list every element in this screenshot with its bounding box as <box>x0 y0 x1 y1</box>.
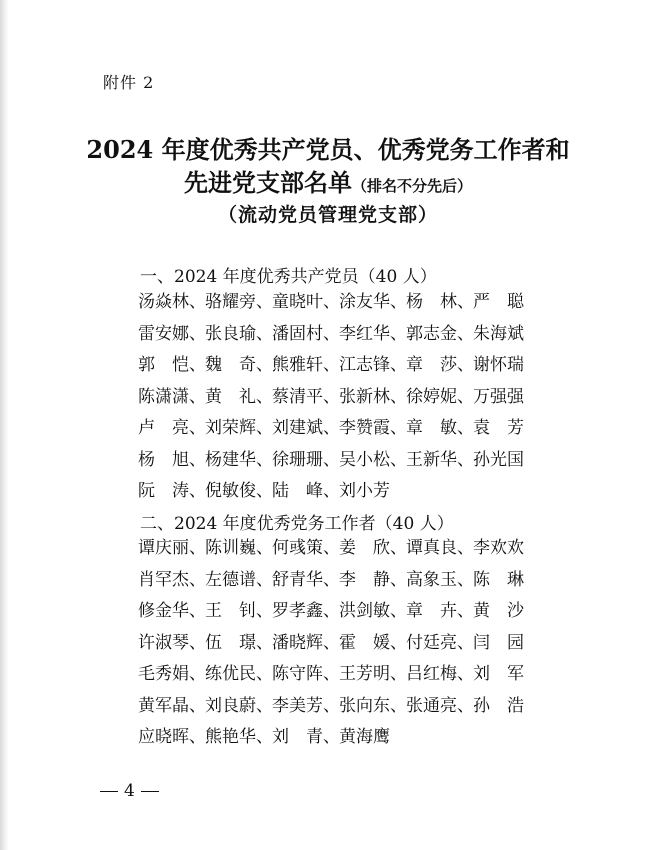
person-name: 江志锋、 <box>339 355 407 375</box>
person-name: 刘 军 <box>473 664 524 684</box>
name-row <box>138 291 540 323</box>
person-name: 毛秀娟、 <box>138 664 206 684</box>
person-name: 李美芳、 <box>272 695 340 716</box>
person-name: 王新华、 <box>406 449 474 470</box>
page-number <box>100 781 159 801</box>
person-name: 孙光国 <box>473 449 524 470</box>
name-row <box>138 695 540 727</box>
name-row <box>138 417 540 449</box>
person-name: 章 莎、 <box>406 355 474 375</box>
person-name: 朱海斌 <box>473 323 524 344</box>
person-name: 卢 亮、 <box>138 418 206 438</box>
attachment-label: 附件 2 <box>103 73 155 92</box>
person-name: 姜 欣、 <box>339 538 407 558</box>
person-name: 杨 旭、 <box>138 449 206 470</box>
person-name: 杨 林、 <box>406 292 474 312</box>
name-list-party-workers <box>138 537 540 758</box>
name-row <box>138 323 540 355</box>
name-row <box>138 449 540 481</box>
person-name: 闫 园 <box>473 632 524 653</box>
person-name: 张良瑜、 <box>205 323 273 344</box>
document-title-line-2 <box>0 163 656 198</box>
person-name: 章 敏、 <box>406 418 474 438</box>
name-list-party-members <box>138 291 540 512</box>
person-name: 许淑琴、 <box>138 632 206 653</box>
person-name: 伍 璟、 <box>205 632 273 653</box>
name-row <box>138 386 540 418</box>
person-name: 严 聪 <box>473 292 524 312</box>
person-name: 黄 沙 <box>473 601 524 621</box>
person-name: 左德谱、 <box>205 569 273 590</box>
person-name: 应晓晖、 <box>138 727 206 747</box>
person-name: 涂友华、 <box>339 292 407 312</box>
person-name: 谭庆丽、 <box>138 538 206 558</box>
name-row <box>138 537 540 569</box>
person-name: 李红华、 <box>339 323 407 344</box>
title-main: 先进党支部名单 <box>183 168 352 197</box>
person-name: 郭 恺、 <box>138 355 206 375</box>
section-heading-party-workers: 二、2024 年度优秀党务工作者（40 人） <box>140 514 454 534</box>
person-name: 刘 青、 <box>272 727 340 747</box>
person-name: 张通亮、 <box>406 695 474 716</box>
person-name: 雷安娜、 <box>138 323 206 344</box>
person-name: 洪剑敏、 <box>339 601 407 621</box>
name-row <box>138 726 540 758</box>
person-name: 肖罕杰、 <box>138 569 206 590</box>
document-title-line-1: 2024 年度优秀共产党员、优秀党务工作者和 <box>86 135 570 164</box>
person-name: 何彧策、 <box>272 538 340 558</box>
person-name: 熊艳华、 <box>205 727 273 747</box>
person-name: 徐珊珊、 <box>272 449 340 470</box>
person-name: 付廷亮、 <box>406 632 474 653</box>
person-name: 罗孝鑫、 <box>272 601 340 621</box>
person-name: 李 静、 <box>339 569 407 590</box>
person-name: 陈潇潇、 <box>138 386 206 407</box>
page-dash-left <box>100 791 118 792</box>
person-name: 黄海鹰 <box>339 727 390 747</box>
person-name: 练优民、 <box>205 664 273 684</box>
name-row <box>138 632 540 664</box>
page-number-value: 4 <box>124 781 135 801</box>
person-name: 谢怀瑞 <box>473 355 524 375</box>
person-name: 修金华、 <box>138 601 206 621</box>
document-subtitle: （流动党员管理党支部） <box>217 204 438 226</box>
person-name: 郭志金、 <box>406 323 474 344</box>
person-name: 潘固村、 <box>272 323 340 344</box>
person-name: 霍 媛、 <box>339 632 407 653</box>
person-name: 黄 礼、 <box>205 386 273 407</box>
person-name: 张新林、 <box>339 386 407 407</box>
person-name: 阮 涛、 <box>138 481 206 501</box>
person-name: 杨建华、 <box>205 449 273 470</box>
person-name: 黄军晶、 <box>138 695 206 716</box>
person-name: 潘晓辉、 <box>272 632 340 653</box>
person-name: 李欢欢 <box>473 538 524 558</box>
person-name: 刘建斌、 <box>272 418 340 438</box>
title-note: （排名不分先后） <box>351 177 472 195</box>
person-name: 吴小松、 <box>339 449 407 470</box>
person-name: 汤焱林、 <box>138 292 206 312</box>
person-name: 陈 琳 <box>473 569 524 590</box>
person-name: 骆耀旁、 <box>205 292 273 312</box>
person-name: 倪敏俊、 <box>205 481 273 501</box>
person-name: 吕红梅、 <box>406 664 474 684</box>
person-name: 蔡清平、 <box>272 386 340 407</box>
person-name: 高象玉、 <box>406 569 474 590</box>
person-name: 章 卉、 <box>406 601 474 621</box>
person-name: 张向东、 <box>339 695 407 716</box>
section-heading-party-members: 一、2024 年度优秀共产党员（40 人） <box>140 267 437 287</box>
name-row <box>138 600 540 632</box>
name-row <box>138 354 540 386</box>
person-name: 袁 芳 <box>473 418 524 438</box>
scan-edge-shadow <box>0 0 9 850</box>
person-name: 魏 奇、 <box>205 355 273 375</box>
person-name: 谭真良、 <box>406 538 474 558</box>
person-name: 童晓叶、 <box>272 292 340 312</box>
person-name: 孙 浩 <box>473 695 524 716</box>
person-name: 舒青华、 <box>272 569 340 590</box>
person-name: 王 钊、 <box>205 601 273 621</box>
person-name: 熊雅轩、 <box>272 355 340 375</box>
name-row <box>138 480 540 512</box>
person-name: 刘荣辉、 <box>205 418 273 438</box>
person-name: 刘良蔚、 <box>205 695 273 716</box>
person-name: 陈训巍、 <box>205 538 273 558</box>
person-name: 徐婷妮、 <box>406 386 474 407</box>
person-name: 陈守阵、 <box>272 664 340 684</box>
name-row <box>138 663 540 695</box>
page-dash-right <box>141 791 159 792</box>
person-name: 李赞霞、 <box>339 418 407 438</box>
person-name: 陆 峰、 <box>272 481 340 501</box>
person-name: 万强强 <box>473 386 524 407</box>
person-name: 刘小芳 <box>339 481 390 501</box>
person-name: 王芳明、 <box>339 664 407 684</box>
name-row <box>138 569 540 601</box>
